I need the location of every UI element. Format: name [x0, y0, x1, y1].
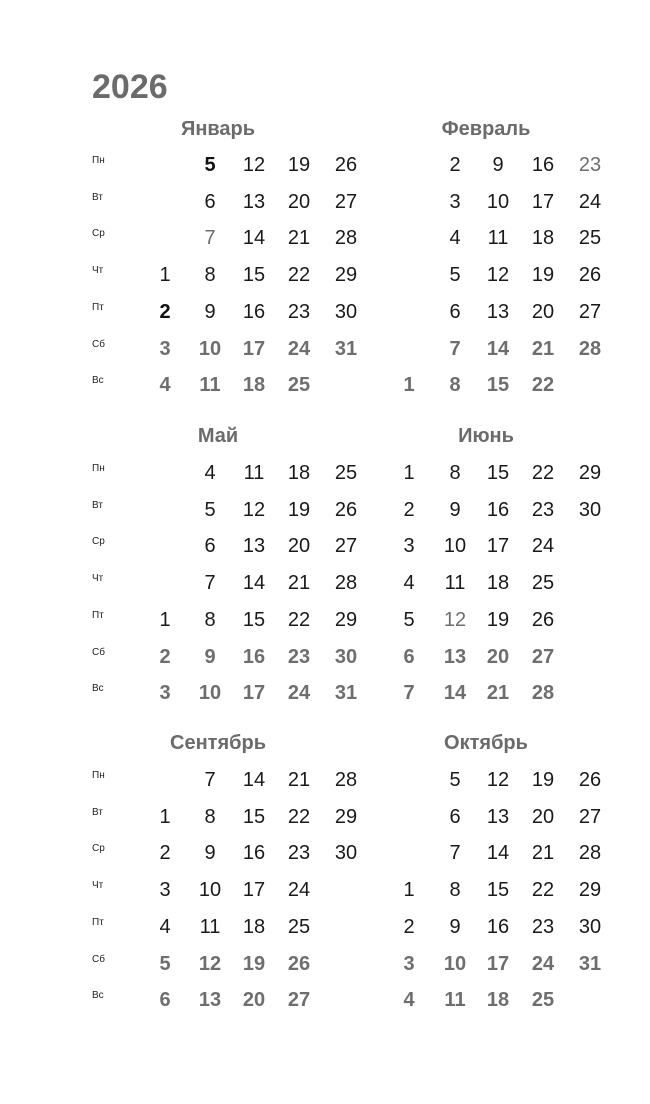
day-cell: 10 [443, 952, 467, 975]
weekday-label: Пн [92, 155, 105, 166]
day-cell: 11 [243, 462, 265, 484]
day-cell: 8 [204, 264, 216, 287]
day-cell: 24 [287, 337, 311, 360]
day-cell: 10 [486, 190, 510, 213]
day-cell: 4 [159, 915, 171, 938]
day-cell: 27 [578, 805, 602, 828]
day-cell: 22 [531, 879, 555, 902]
day-cell: 16 [486, 915, 510, 938]
day-cell: 1 [403, 462, 415, 484]
day-cell: 27 [531, 645, 555, 668]
day-cell: 13 [486, 805, 510, 828]
day-cell: 12 [443, 608, 467, 631]
day-cell: 5 [159, 952, 171, 975]
day-cell: 22 [287, 805, 311, 828]
day-cell: 31 [334, 682, 358, 705]
day-cell: 19 [531, 769, 555, 791]
weekday-label: Ср [92, 228, 105, 240]
day-cell: 21 [531, 337, 555, 360]
day-cell: 1 [159, 805, 171, 828]
day-cell: 22 [287, 608, 311, 631]
weekday-label: Вс [92, 375, 104, 387]
day-cell: 10 [198, 337, 222, 360]
day-cell: 3 [159, 879, 171, 902]
day-cell: 29 [334, 608, 358, 631]
day-cell: 28 [578, 842, 602, 865]
day-cell: 2 [403, 915, 415, 938]
day-cell: 10 [198, 879, 222, 902]
day-cell: 15 [242, 264, 266, 287]
day-cell: 25 [287, 915, 311, 938]
day-cell: 11 [199, 915, 221, 938]
day-cell: 4 [449, 227, 461, 250]
month-title: Сентябрь [170, 732, 266, 754]
weekday-label: Вт [92, 499, 103, 511]
day-cell: 29 [334, 264, 358, 287]
day-cell: 19 [486, 608, 510, 631]
day-cell: 2 [159, 300, 171, 323]
day-cell: 23 [531, 915, 555, 938]
day-cell: 1 [403, 374, 415, 397]
day-cell: 24 [531, 952, 555, 975]
day-cell: 25 [531, 572, 555, 595]
day-cell: 16 [531, 154, 555, 176]
day-cell: 2 [403, 498, 415, 521]
day-cell: 13 [242, 190, 266, 213]
day-cell: 26 [531, 608, 555, 631]
day-cell: 17 [242, 337, 266, 360]
month-title: Февраль [441, 118, 531, 140]
day-cell: 8 [449, 879, 461, 902]
day-cell: 9 [204, 300, 216, 323]
weekday-label: Чт [92, 265, 104, 277]
day-cell: 24 [287, 879, 311, 902]
day-cell: 15 [242, 805, 266, 828]
day-cell: 28 [334, 572, 358, 595]
day-cell: 5 [449, 264, 461, 287]
day-cell: 20 [531, 300, 555, 323]
day-cell: 7 [204, 769, 216, 791]
day-cell: 25 [578, 227, 602, 250]
day-cell: 17 [531, 190, 555, 213]
day-cell: 20 [486, 645, 510, 668]
weekday-label: Сб [92, 953, 105, 965]
day-cell: 23 [531, 498, 555, 521]
day-cell: 4 [403, 572, 415, 595]
day-cell: 17 [242, 682, 266, 705]
day-cell: 15 [486, 879, 510, 902]
day-cell: 9 [204, 645, 216, 668]
day-cell: 5 [449, 769, 461, 791]
day-cell: 31 [578, 952, 602, 975]
month-title: Январь [180, 118, 256, 140]
day-cell: 10 [198, 682, 222, 705]
day-cell: 29 [334, 805, 358, 828]
weekday-label: Вс [92, 683, 104, 695]
day-cell: 21 [287, 769, 311, 791]
day-cell: 22 [531, 462, 555, 484]
weekday-label: Сб [92, 646, 105, 658]
day-cell: 5 [403, 608, 415, 631]
day-cell: 9 [449, 498, 461, 521]
day-cell: 29 [578, 879, 602, 902]
day-cell: 17 [242, 879, 266, 902]
month-title: Октябрь [444, 732, 528, 754]
day-cell: 11 [444, 989, 466, 1012]
weekday-label: Вт [92, 806, 103, 818]
day-cell: 26 [578, 264, 602, 287]
day-cell: 8 [204, 608, 216, 631]
day-cell: 9 [449, 915, 461, 938]
day-cell: 1 [159, 608, 171, 631]
weekday-label: Пт [92, 916, 104, 928]
day-cell: 13 [486, 300, 510, 323]
day-cell: 1 [159, 264, 171, 287]
day-cell: 10 [443, 535, 467, 558]
day-cell: 14 [242, 572, 266, 595]
day-cell: 7 [449, 842, 461, 865]
day-cell: 4 [159, 374, 171, 397]
day-cell: 7 [204, 572, 216, 595]
day-cell: 18 [531, 227, 555, 250]
day-cell: 2 [449, 154, 461, 176]
day-cell: 19 [242, 952, 266, 975]
day-cell: 23 [578, 154, 602, 176]
day-cell: 9 [204, 842, 216, 865]
day-cell: 2 [159, 645, 171, 668]
day-cell: 28 [334, 227, 358, 250]
day-cell: 22 [287, 264, 311, 287]
day-cell: 5 [204, 154, 216, 176]
day-cell: 13 [443, 645, 467, 668]
day-cell: 24 [287, 682, 311, 705]
weekday-label: Пт [92, 301, 104, 313]
day-cell: 23 [287, 300, 311, 323]
day-cell: 12 [486, 264, 510, 287]
day-cell: 17 [486, 952, 510, 975]
day-cell: 15 [242, 608, 266, 631]
day-cell: 6 [204, 190, 216, 213]
day-cell: 19 [531, 264, 555, 287]
day-cell: 19 [287, 154, 311, 176]
day-cell: 6 [403, 645, 415, 668]
day-cell: 29 [578, 462, 602, 484]
day-cell: 1 [403, 879, 415, 902]
day-cell: 5 [204, 498, 216, 521]
day-cell: 16 [242, 645, 266, 668]
day-cell: 31 [334, 337, 358, 360]
day-cell: 6 [449, 300, 461, 323]
month-title: Июнь [458, 425, 514, 447]
day-cell: 18 [242, 374, 266, 397]
day-cell: 23 [287, 645, 311, 668]
day-cell: 21 [486, 682, 510, 705]
day-cell: 2 [159, 842, 171, 865]
day-cell: 6 [204, 535, 216, 558]
day-cell: 25 [287, 374, 311, 397]
day-cell: 14 [242, 769, 266, 791]
day-cell: 27 [334, 535, 358, 558]
weekday-label: Сб [92, 338, 105, 350]
day-cell: 16 [242, 300, 266, 323]
day-cell: 12 [242, 154, 266, 176]
day-cell: 11 [444, 572, 466, 595]
day-cell: 7 [204, 227, 216, 250]
day-cell: 20 [287, 190, 311, 213]
day-cell: 27 [578, 300, 602, 323]
weekday-label: Чт [92, 880, 104, 892]
day-cell: 26 [334, 154, 358, 176]
day-cell: 26 [578, 769, 602, 791]
day-cell: 23 [287, 842, 311, 865]
weekday-label: Ср [92, 843, 105, 855]
day-cell: 12 [198, 952, 222, 975]
day-cell: 21 [287, 227, 311, 250]
day-cell: 30 [334, 842, 358, 865]
day-cell: 28 [334, 769, 358, 791]
day-cell: 11 [199, 374, 221, 397]
day-cell: 18 [486, 989, 510, 1012]
day-cell: 3 [449, 190, 461, 213]
day-cell: 25 [334, 462, 358, 484]
day-cell: 15 [486, 374, 510, 397]
day-cell: 13 [198, 989, 222, 1012]
weekday-label: Пн [92, 463, 105, 474]
day-cell: 8 [449, 462, 461, 484]
day-cell: 15 [486, 462, 510, 484]
day-cell: 25 [531, 989, 555, 1012]
day-cell: 9 [492, 154, 504, 176]
day-cell: 24 [578, 190, 602, 213]
day-cell: 30 [334, 645, 358, 668]
day-cell: 17 [486, 535, 510, 558]
day-cell: 14 [486, 337, 510, 360]
day-cell: 28 [578, 337, 602, 360]
day-cell: 30 [334, 300, 358, 323]
day-cell: 30 [578, 498, 602, 521]
day-cell: 18 [287, 462, 311, 484]
year-title: 2026 [92, 68, 168, 106]
day-cell: 21 [287, 572, 311, 595]
day-cell: 20 [287, 535, 311, 558]
day-cell: 6 [449, 805, 461, 828]
day-cell: 3 [159, 337, 171, 360]
weekday-label: Вс [92, 990, 104, 1002]
day-cell: 6 [159, 989, 171, 1012]
weekday-label: Вт [92, 191, 103, 203]
weekday-label: Пт [92, 609, 104, 621]
day-cell: 18 [486, 572, 510, 595]
day-cell: 16 [242, 842, 266, 865]
day-cell: 4 [403, 989, 415, 1012]
day-cell: 4 [204, 462, 216, 484]
day-cell: 3 [403, 535, 415, 558]
day-cell: 14 [486, 842, 510, 865]
weekday-label: Ср [92, 536, 105, 548]
day-cell: 8 [449, 374, 461, 397]
month-title: Май [197, 425, 239, 447]
day-cell: 7 [403, 682, 415, 705]
day-cell: 26 [334, 498, 358, 521]
day-cell: 30 [578, 915, 602, 938]
day-cell: 16 [486, 498, 510, 521]
day-cell: 3 [403, 952, 415, 975]
weekday-label: Чт [92, 573, 104, 585]
day-cell: 18 [242, 915, 266, 938]
weekday-label: Пн [92, 770, 105, 781]
day-cell: 11 [487, 227, 509, 250]
day-cell: 27 [334, 190, 358, 213]
day-cell: 19 [287, 498, 311, 521]
day-cell: 27 [287, 989, 311, 1012]
day-cell: 12 [486, 769, 510, 791]
day-cell: 7 [449, 337, 461, 360]
day-cell: 13 [242, 535, 266, 558]
day-cell: 24 [531, 535, 555, 558]
day-cell: 20 [242, 989, 266, 1012]
day-cell: 14 [242, 227, 266, 250]
day-cell: 26 [287, 952, 311, 975]
day-cell: 20 [531, 805, 555, 828]
day-cell: 22 [531, 374, 555, 397]
day-cell: 8 [204, 805, 216, 828]
day-cell: 12 [242, 498, 266, 521]
day-cell: 3 [159, 682, 171, 705]
day-cell: 21 [531, 842, 555, 865]
day-cell: 28 [531, 682, 555, 705]
day-cell: 14 [443, 682, 467, 705]
